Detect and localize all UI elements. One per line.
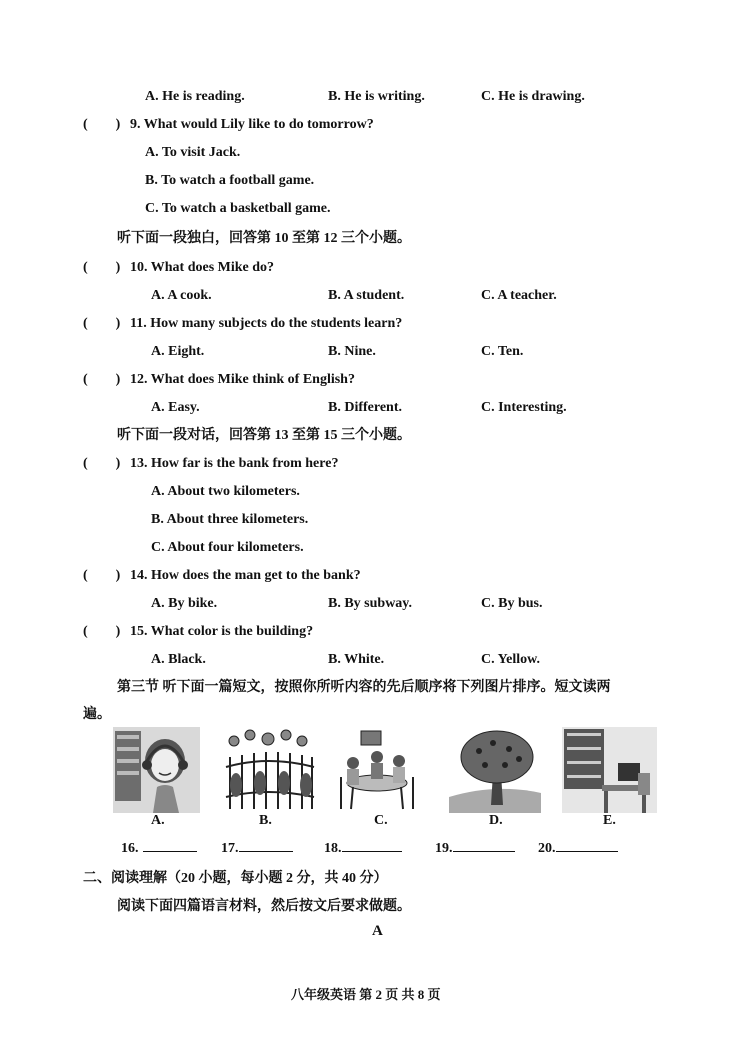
q12-stem: 12. What does Mike think of English? <box>130 372 355 387</box>
q10-option-a: A. A cook. <box>151 288 212 303</box>
part2-title: 二、阅读理解（20 小题，每小题 2 分，共 40 分） <box>83 871 388 886</box>
answer-blank[interactable] <box>239 838 293 852</box>
q14-answer-paren[interactable]: ( ) <box>83 568 121 583</box>
answer-20[interactable] <box>538 838 618 857</box>
flower-fence-icon <box>222 727 315 813</box>
q9-answer-paren[interactable]: ( ) <box>83 117 121 132</box>
q15-stem: 15. What color is the building? <box>130 624 314 639</box>
q11-option-a: A. Eight. <box>151 344 205 359</box>
q15-option-c: C. Yellow. <box>481 652 540 667</box>
q11-answer-paren[interactable]: ( ) <box>83 316 121 331</box>
page-footer: 八年级英语 第 2 页 共 8 页 <box>291 987 441 1002</box>
section3-instruction-line2: 遍。 <box>83 707 111 722</box>
q15-option-b: B. White. <box>328 652 385 667</box>
picture-c <box>333 727 421 813</box>
answer-number: 17. <box>221 841 239 856</box>
q13-answer-paren[interactable]: ( ) <box>83 456 121 471</box>
q13-option-a: A. About two kilometers. <box>151 484 300 499</box>
q12-answer-paren[interactable]: ( ) <box>83 372 121 387</box>
answer-blank[interactable] <box>453 838 515 852</box>
q12-option-a: A. Easy. <box>151 400 200 415</box>
answer-number: 19. <box>435 841 453 856</box>
q13-stem: 13. How far is the bank from here? <box>130 456 339 471</box>
picture-e <box>562 727 657 813</box>
picture-b <box>222 727 315 813</box>
passage-label: A <box>372 923 383 939</box>
q13-option-c: C. About four kilometers. <box>151 540 304 555</box>
answer-17[interactable] <box>221 838 293 857</box>
answer-18[interactable] <box>324 838 402 857</box>
section3-instruction-line1: 第三节 听下面一篇短文，按照你所听内容的先后顺序将下列图片排序。短文读两 <box>117 680 611 695</box>
q12-option-b: B. Different. <box>328 400 402 415</box>
picture-d <box>449 727 541 813</box>
q9-option-a: A. To visit Jack. <box>145 145 241 160</box>
q8-option-c: C. He is drawing. <box>481 89 585 104</box>
q9-stem: 9. What would Lily like to do tomorrow? <box>130 117 374 132</box>
study-desk-icon <box>562 727 657 813</box>
picture-label-b: B. <box>259 813 272 828</box>
section-intro-13-15: 听下面一段对话，回答第 13 至第 15 三个小题。 <box>117 428 411 443</box>
q15-answer-paren[interactable]: ( ) <box>83 624 121 639</box>
answer-blank[interactable] <box>556 838 618 852</box>
q10-option-c: C. A teacher. <box>481 288 557 303</box>
q8-option-b: B. He is writing. <box>328 89 425 104</box>
q15-option-a: A. Black. <box>151 652 206 667</box>
answer-16[interactable] <box>121 838 197 857</box>
answer-blank[interactable] <box>342 838 402 852</box>
q14-stem: 14. How does the man get to the bank? <box>130 568 361 583</box>
part2-instruction: 阅读下面四篇语言材料，然后按文后要求做题。 <box>117 899 411 914</box>
q9-option-b: B. To watch a football game. <box>145 173 315 188</box>
answer-blank[interactable] <box>143 838 197 852</box>
picture-label-e: E. <box>603 813 616 828</box>
family-dinner-icon <box>333 727 421 813</box>
picture-label-a: A. <box>151 813 165 828</box>
q13-option-b: B. About three kilometers. <box>151 512 309 527</box>
q14-option-b: B. By subway. <box>328 596 413 611</box>
answer-number: 16. <box>121 841 139 856</box>
q12-option-c: C. Interesting. <box>481 400 567 415</box>
q9-option-c: C. To watch a basketball game. <box>145 201 331 216</box>
answer-number: 20. <box>538 841 556 856</box>
q11-option-b: B. Nine. <box>328 344 376 359</box>
q10-stem: 10. What does Mike do? <box>130 260 275 275</box>
picture-a <box>113 727 200 813</box>
girl-headphones-icon <box>113 727 200 813</box>
answer-number: 18. <box>324 841 342 856</box>
section-intro-10-12: 听下面一段独白，回答第 10 至第 12 三个小题。 <box>117 231 411 246</box>
q11-stem: 11. How many subjects do the students learn? <box>130 316 403 331</box>
q14-option-a: A. By bike. <box>151 596 218 611</box>
fruit-tree-icon <box>449 727 541 813</box>
q8-option-a: A. He is reading. <box>145 89 245 104</box>
q10-answer-paren[interactable]: ( ) <box>83 260 121 275</box>
answer-19[interactable] <box>435 838 515 857</box>
q14-option-c: C. By bus. <box>481 596 543 611</box>
q10-option-b: B. A student. <box>328 288 405 303</box>
picture-label-d: D. <box>489 813 503 828</box>
picture-label-c: C. <box>374 813 388 828</box>
q11-option-c: C. Ten. <box>481 344 524 359</box>
